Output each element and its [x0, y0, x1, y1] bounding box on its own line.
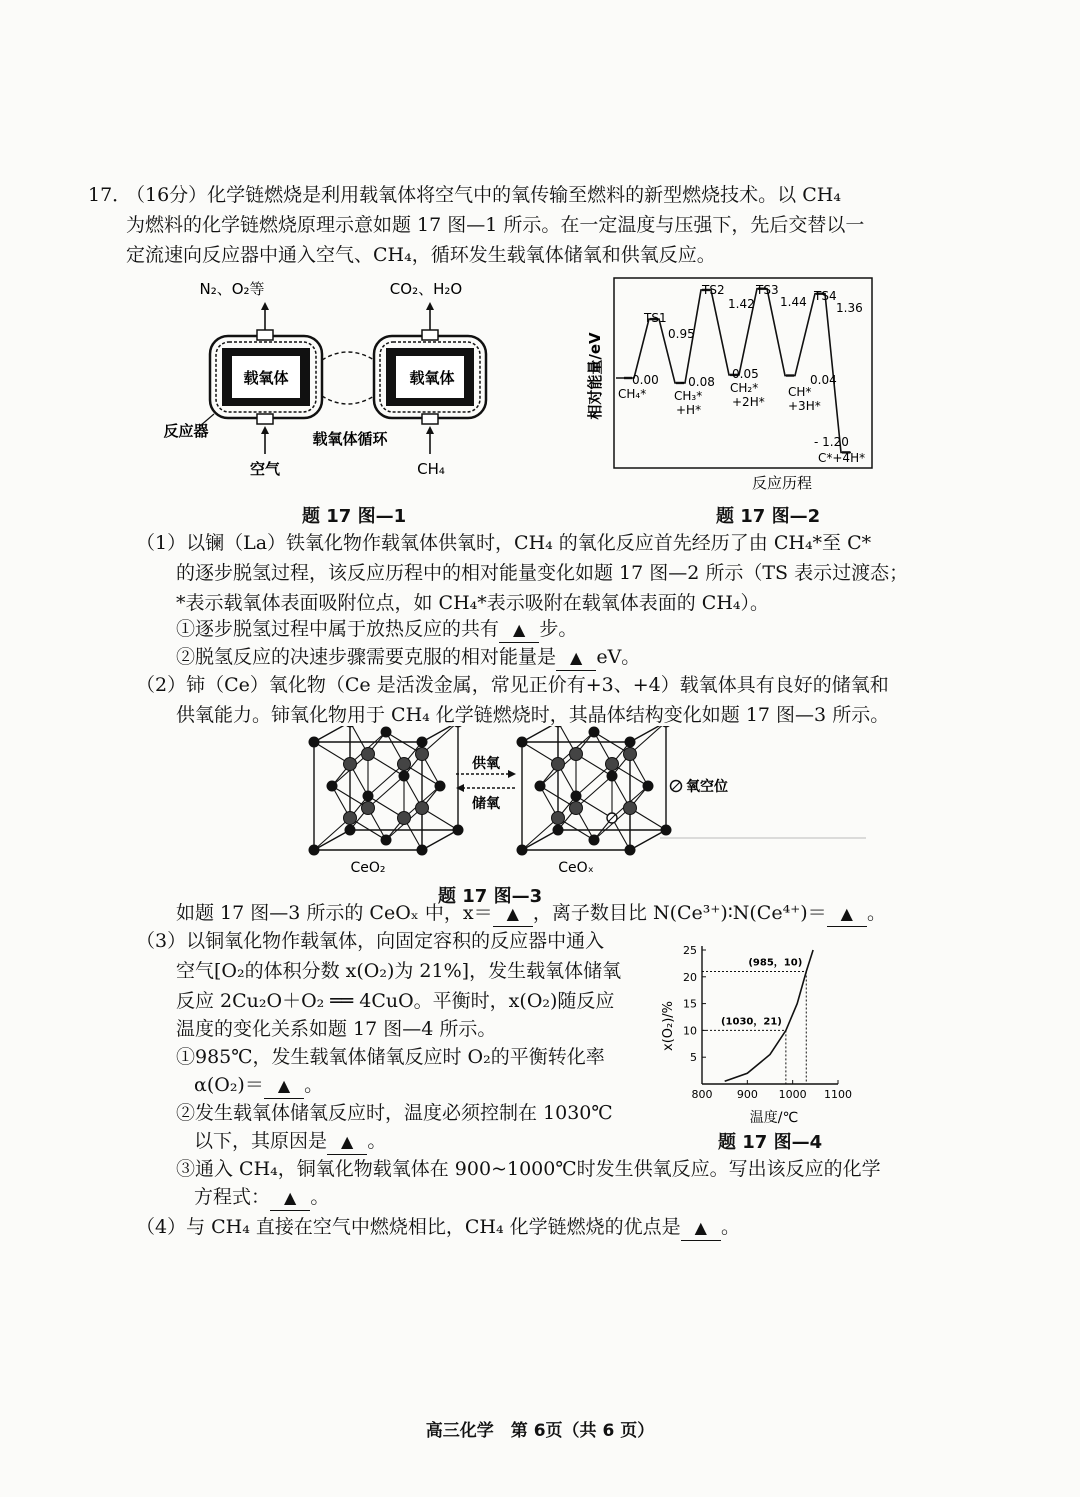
figure-17-3 — [300, 726, 870, 882]
fig2-val-ch3: - 0.08 — [680, 375, 715, 389]
part2-q-text-3: 。 — [866, 902, 886, 924]
figure-17-2 — [584, 272, 884, 500]
ce-ion — [453, 825, 464, 836]
part3-q2-end: 。 — [367, 1130, 387, 1152]
fig2-species-c: C*+4H* — [818, 451, 866, 465]
part1-q2-text: ②脱氢反应的决速步骤需要克服的相对能量是 — [176, 646, 557, 668]
fig1-carrier-right: 载氧体 — [409, 369, 455, 387]
answer-blank-1-2[interactable]: ▲ — [556, 645, 596, 671]
fig2-val-ch4: 0.00 — [632, 373, 659, 387]
o-ion — [398, 812, 411, 825]
o-ion — [552, 758, 565, 771]
part3-line-2: 空气[O₂的体积分数 x(O₂)为 21%]，发生载氧体储氧 — [176, 960, 622, 982]
ce-ion — [517, 845, 528, 856]
answer-blank-1-1[interactable]: ▲ — [499, 617, 539, 643]
fig3-right-label: CeOₓ — [558, 860, 594, 876]
part1-line-3: *表示载氧体表面吸附位点，如 CH₄*表示吸附在载氧体表面的 CH₄）。 — [176, 592, 770, 614]
part1-line-1: （1）以镧（La）铁氧化物作载氧体供氧时，CH₄ 的氧化反应首先经历了由 CH₄*至 C* — [136, 532, 872, 554]
part3-line-1: （3）以铜氧化物作载氧体，向固定容积的反应器中通入 — [136, 930, 605, 952]
cube-edge — [522, 726, 558, 742]
fig1-in-right: CH₄ — [417, 460, 445, 478]
ce-ion — [453, 726, 464, 728]
o-ion — [570, 748, 583, 761]
part3-q3-line-2 — [194, 1182, 329, 1212]
ce-ion — [435, 781, 446, 792]
fig2-ts1: TS1 — [644, 311, 667, 325]
part3-q3-text: 方程式： — [194, 1186, 271, 1208]
cube-edge — [630, 726, 666, 742]
y-tick-label: 10 — [683, 1024, 697, 1038]
fig2-val-ts4: 1.36 — [836, 301, 863, 315]
ce-ion — [607, 771, 618, 782]
answer-blank-3-2[interactable]: ▲ — [327, 1129, 367, 1155]
cube-edge — [422, 726, 458, 742]
part1-q1-unit: 步。 — [539, 618, 578, 640]
fig2-val-ts3: 1.44 — [780, 295, 807, 309]
part2-question — [176, 898, 886, 928]
ce-ion — [309, 845, 320, 856]
part3-q3-end: 。 — [310, 1186, 330, 1208]
fig2-ylabel: 相对能量/eV — [586, 332, 604, 420]
fig2-val-c: - 1.20 — [814, 435, 849, 449]
point-annotation: (985，10) — [748, 957, 803, 969]
cube-edge — [630, 830, 666, 850]
part1-q2 — [176, 642, 640, 672]
bond — [368, 776, 404, 808]
ce-ion — [363, 791, 374, 802]
part3-q1-line-2 — [194, 1070, 323, 1100]
ce-ion — [417, 845, 428, 856]
part3-q2-line-2 — [194, 1126, 386, 1156]
fig2-species-cha: CH* — [788, 385, 812, 399]
o-ion — [416, 802, 429, 815]
ce-ion — [517, 737, 528, 748]
ce-ion — [381, 835, 392, 846]
bond — [314, 818, 350, 850]
fig2-species-ch3b: +H* — [676, 403, 702, 417]
part3-q1-line-1: ①985℃，发生载氧体储氧反应时 O₂的平衡转化率 — [176, 1046, 605, 1068]
o-ion — [606, 758, 619, 771]
bond — [522, 818, 558, 850]
page-footer: 高三化学 第 6页（共 6 页） — [425, 1421, 655, 1441]
answer-blank-2-2[interactable]: ▲ — [827, 901, 867, 927]
fig2-val-ch: 0.04 — [810, 373, 837, 387]
fig1-out-left: N₂、O₂等 — [199, 280, 265, 298]
y-tick-label: 15 — [683, 997, 697, 1011]
o-ion — [552, 812, 565, 825]
answer-blank-3-3[interactable]: ▲ — [270, 1185, 310, 1211]
o-ion — [416, 748, 429, 761]
bond — [368, 764, 404, 796]
fig4-caption: 题 17 图—4 — [718, 1132, 823, 1153]
part4-end: 。 — [720, 1216, 740, 1238]
o-ion — [344, 758, 357, 771]
o-ion — [624, 748, 637, 761]
part1-q1 — [176, 614, 577, 644]
fig3-caption: 题 17 图—3 — [438, 886, 543, 907]
part3-q1-alpha: α(O₂)＝ — [194, 1074, 264, 1096]
figure-17-4 — [660, 936, 860, 1126]
part3-q2-text: 以下，其原因是 — [194, 1130, 328, 1152]
ce-ion — [399, 771, 410, 782]
o-ion — [624, 802, 637, 815]
intro-line-3: 定流速向反应器中通入空气、CH₄，循环发生载氧体储氧和供氧反应。 — [126, 244, 716, 266]
fig2-species-chb: +3H* — [788, 399, 821, 413]
y-tick-label: 5 — [690, 1051, 697, 1065]
ce-ion — [345, 825, 356, 836]
fig4-xlabel: 温度/℃ — [749, 1110, 799, 1126]
ce-ion — [661, 726, 672, 728]
part2-q-text-2: ，离子数目比 N(Ce³⁺)∶N(Ce⁴⁺)＝ — [532, 902, 827, 924]
part3-q3-line-1: ③通入 CH₄，铜氧化物载氧体在 900~1000℃时发生供氧反应。写出该反应的化学 — [176, 1158, 881, 1180]
cube-edge — [522, 830, 558, 850]
ce-ion — [661, 825, 672, 836]
part3-line-3: 反应 2Cu₂O＋O₂ ══ 4CuO。平衡时，x(O₂)随反应 — [176, 990, 615, 1012]
figure-17-1 — [150, 272, 550, 487]
ce-ion — [535, 781, 546, 792]
ce-ion — [417, 737, 428, 748]
fig2-ts2: TS2 — [702, 283, 725, 297]
fig2-caption: 题 17 图—2 — [716, 506, 821, 527]
part4-text: （4）与 CH₄ 直接在空气中燃烧相比，CH₄ 化学链燃烧的优点是 — [136, 1216, 681, 1238]
xo2-temperature-plot — [683, 944, 852, 1101]
y-tick-label: 25 — [683, 944, 697, 957]
ce-ion — [553, 825, 564, 836]
o-ion — [398, 758, 411, 771]
fig2-species-ch2b: +2H* — [732, 395, 765, 409]
ce-ion — [381, 727, 392, 738]
answer-blank-2-1[interactable]: ▲ — [493, 901, 533, 927]
ce-ion — [589, 835, 600, 846]
answer-blank-3-1[interactable]: ▲ — [264, 1073, 304, 1099]
part2-line-1: （2）铈（Ce）氧化物（Ce 是活泼金属，常见正价有+3、+4）载氧体具有良好的储氧和 — [136, 674, 889, 696]
intro-line-1: （16分）化学链燃烧是利用载氧体将空气中的氧传输至燃料的新型燃烧技术。以 CH₄ — [126, 184, 841, 206]
part3-line-4: 温度的变化关系如题 17 图—4 所示。 — [176, 1018, 497, 1040]
o-ion — [362, 748, 375, 761]
ce-ion — [625, 737, 636, 748]
ce-ion — [345, 726, 356, 728]
y-tick-label: 20 — [683, 970, 697, 984]
x-tick-label: 1100 — [824, 1088, 852, 1101]
bond — [576, 776, 612, 808]
part1-q2-unit: eV。 — [596, 646, 641, 668]
ceox-crystal-cell — [517, 726, 672, 856]
o-ion — [344, 812, 357, 825]
fig3-vacancy-legend: 氧空位 — [686, 779, 728, 795]
part3-q1-end: 。 — [304, 1074, 324, 1096]
question-number: 17． — [88, 184, 132, 206]
cube-edge — [314, 830, 350, 850]
x-tick-label: 900 — [736, 1088, 758, 1101]
fig1-carrier-left: 载氧体 — [243, 369, 289, 387]
part3-q2-line-1: ②发生载氧体储氧反应时，温度必须控制在 1030℃ — [176, 1102, 613, 1124]
part4-question — [136, 1212, 740, 1242]
fig1-caption: 题 17 图—1 — [302, 506, 407, 527]
ce-ion — [643, 781, 654, 792]
fig2-val-ch2: 0.05 — [732, 367, 759, 381]
fig1-reactor-label: 反应器 — [163, 422, 209, 440]
cube-edge — [422, 830, 458, 850]
ce-ion — [553, 726, 564, 728]
ceo2-crystal-cell — [309, 726, 464, 856]
fig1-in-left: 空气 — [249, 460, 281, 478]
fig3-left-label: CeO₂ — [350, 860, 386, 876]
x-tick-label: 800 — [691, 1088, 713, 1101]
ce-ion — [589, 727, 600, 738]
fig2-val-ts1: 0.95 — [668, 327, 695, 341]
answer-blank-4[interactable]: ▲ — [681, 1215, 721, 1241]
fig1-cycle-label: 载氧体循环 — [312, 430, 388, 448]
intro-line-2: 为燃料的化学链燃烧原理示意如题 17 图—1 所示。在一定温度与压强下，先后交替以一 — [126, 214, 865, 236]
cube-edge — [314, 726, 350, 742]
o-ion — [362, 802, 375, 815]
fig2-ts4: TS4 — [814, 289, 837, 303]
fig3-arrow-bottom: 储氧 — [472, 796, 500, 812]
bond — [576, 764, 612, 796]
part2-q-text-1: 如题 17 图—3 所示的 CeOₓ 中，x＝ — [176, 902, 493, 924]
fig2-species-ch4: CH₄* — [618, 387, 647, 401]
part2-line-2: 供氧能力。铈氧化物用于 CH₄ 化学链燃烧时，其晶体结构变化如题 17 图—3 所示。 — [176, 704, 890, 726]
ce-ion — [327, 781, 338, 792]
fig4-ylabel: x(O₂)/% — [661, 1000, 676, 1052]
fig2-species-ch3a: CH₃* — [674, 389, 703, 403]
fig3-arrow-top: 供氧 — [472, 756, 500, 772]
point-annotation: (1030，21) — [720, 1016, 782, 1028]
fig2-val-ts2: 1.42 — [728, 297, 755, 311]
x-tick-label: 1000 — [778, 1088, 807, 1101]
part1-line-2: 的逐步脱氢过程，该反应历程中的相对能量变化如题 17 图—2 所示（TS 表示过渡态； — [176, 562, 909, 584]
fig2-ts3: TS3 — [756, 283, 779, 297]
ce-ion — [625, 845, 636, 856]
fig1-out-right: CO₂、H₂O — [389, 280, 463, 298]
ce-ion — [309, 737, 320, 748]
fig2-xlabel: 反应历程 — [751, 474, 813, 492]
o-ion — [570, 802, 583, 815]
part1-q1-text: ①逐步脱氢过程中属于放热反应的共有 — [176, 618, 500, 640]
fig2-species-ch2a: CH₂* — [730, 381, 759, 395]
ce-ion — [571, 791, 582, 802]
